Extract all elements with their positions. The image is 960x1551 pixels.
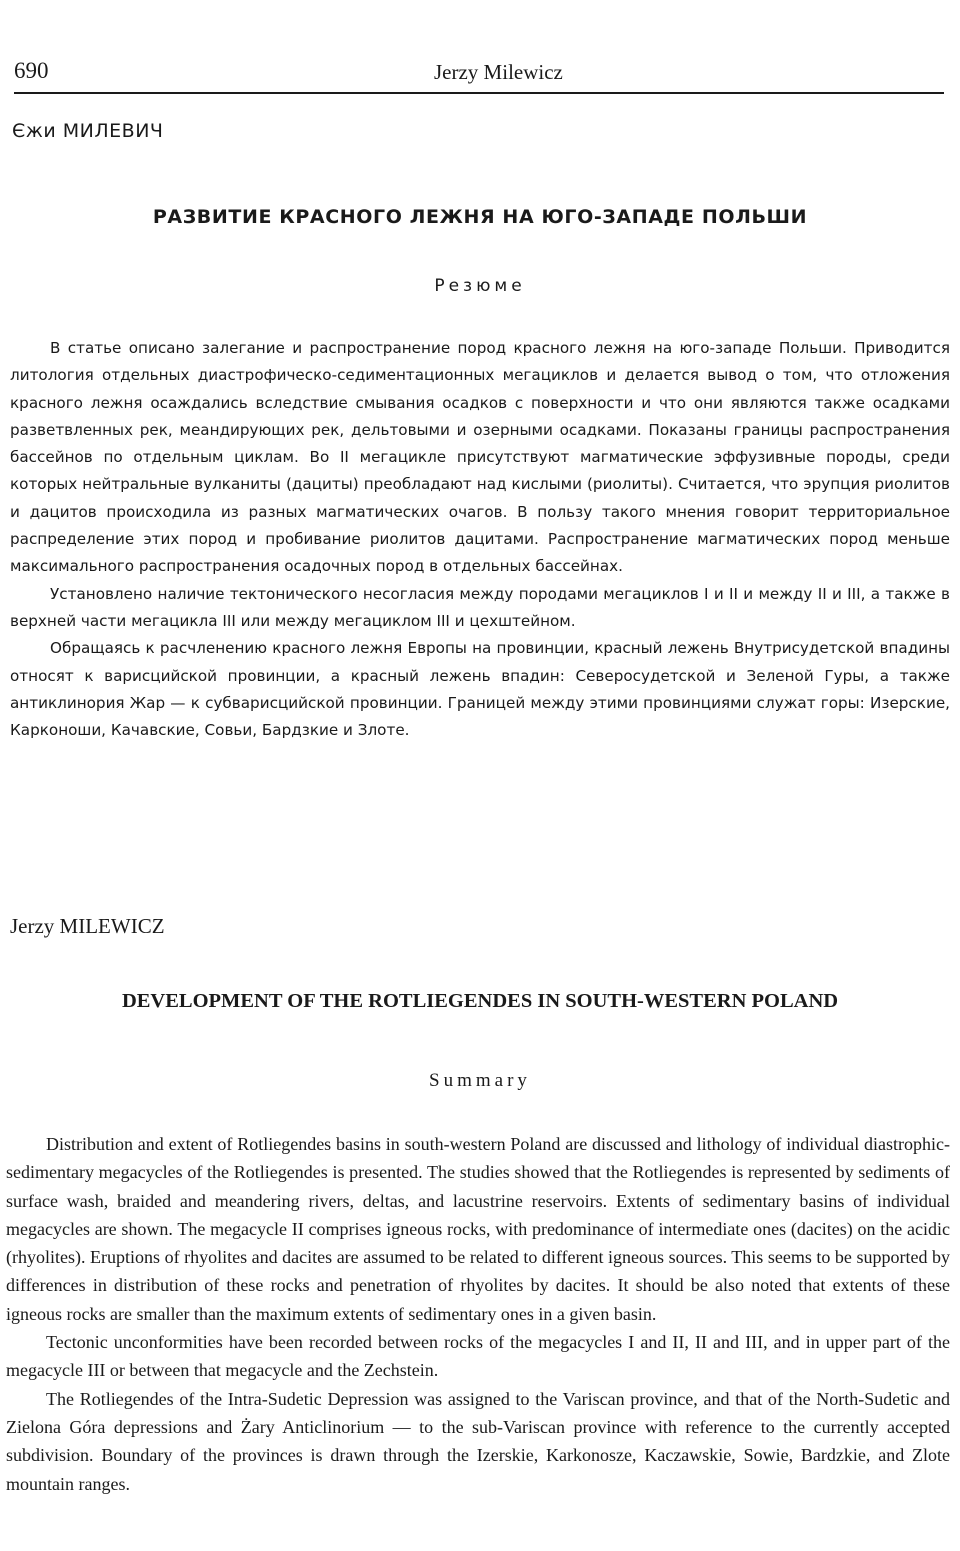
russian-author: Єжи МИЛЕВИЧ [12, 120, 164, 142]
page-header [14, 56, 944, 94]
english-paragraph: Tectonic unconformities have been recorded between rocks of the megacycles I and II, II and III, and in upper part of the megacycle III or between that megacycle and the Zechstein. [6, 1332, 950, 1381]
russian-paragraph: Обращаясь к расчленению красного лежня Европы на провинции, красный лежень Внутрисудетской впадины относят к варисцийской провинции, а красный лежень впадин: Северосудетской и Зеленой Гуры, а также антиклинория Жар — к субварисцийской провинции. Границей между этими провинциями служат горы: Изерские, Карконоши, Качавские, Совьи, Бардзкие и Злоте. [10, 639, 950, 740]
english-title: DEVELOPMENT OF THE ROTLIEGENDES IN SOUTH-WESTERN POLAND [121, 990, 839, 1012]
english-paragraph: Distribution and extent of Rotliegendes basins in south-western Poland are discussed and lithology of individual diastrophic-sedimentary megacycles of the Rotliegendes is presented. The studies showed that the Rotliegendes is represented by sediments of surface wash, braided and meandering rivers, deltas, and lacustrine reservoirs. Extents of sedimentary basins of individual megacycles are shown. The megacycle II comprises igneous rocks, with predominance of intermediate ones (dacites) on the acidic (rhyolites). Eruptions of rhyolites and dacites are assumed to be related to different igneous sources. This seems to be supported by differences in distribution of these rocks and penetration of rhyolites by dacites. It should be also noted that extents of these igneous rocks are smaller than the maximum extents of sedimentary ones in a given basin. [6, 1134, 950, 1324]
russian-title: РАЗВИТИЕ КРАСНОГО ЛЕЖНЯ НА ЮГО-ЗАПАДЕ ПОЛЬШИ [152, 206, 808, 228]
russian-abstract [10, 335, 950, 744]
english-author: Jerzy MILEWICZ [10, 914, 165, 938]
english-summary-heading: Summary [429, 1070, 531, 1091]
page-number: 690 [14, 58, 49, 83]
russian-resume-heading: Резюме [434, 276, 526, 296]
russian-paragraph: Установлено наличие тектонического несогласия между породами мегациклов I и II и между II и III, а также в верхней части мегацикла III или между мегациклом III и цехштейном. [10, 584, 950, 630]
russian-paragraph: В статье описано залегание и распространение пород красного лежня на юго-западе Польши. Приводится литология отдельных диастрофическо-седиментационных мегациклов и делается вывод о том, что отложения красного лежня осаждались вследствие смывания осадков с поверхности и что они являются также осадками разветвленных рек, меандирующих рек, дельтовыми и озерными осадками. Показаны границы распространения бассейнов по отдельным циклам. Во II мегацикле присутствуют магматические эффузивные породы, среди которых нейтральные вулканиты (дациты) преобладают над кислыми (риолиты). Считается, что эрупция риолитов и дацитов происходила из разных магматических очагов. В пользу такого мнения говорит территориальное распределение этих пород и пробивание риолитов дацитами. Распространение магматических пород меньше максимального распространения осадочных пород в отдельных бассейнах. [10, 339, 950, 576]
english-paragraph: The Rotliegendes of the Intra-Sudetic Depression was assigned to the Variscan province, and that of the North-Sudetic and Zielona Góra depressions and Żary Anticlinorium — to the sub-Variscan province with reference to the currently accepted subdivision. Boundary of the provinces is drawn through the Izerskie, Karkonosze, Kaczawskie, Sowie, Bardzkie, and Zlote mountain ranges. [6, 1388, 950, 1494]
running-head-author: Jerzy Milewicz [434, 60, 563, 84]
english-summary [6, 1130, 950, 1498]
